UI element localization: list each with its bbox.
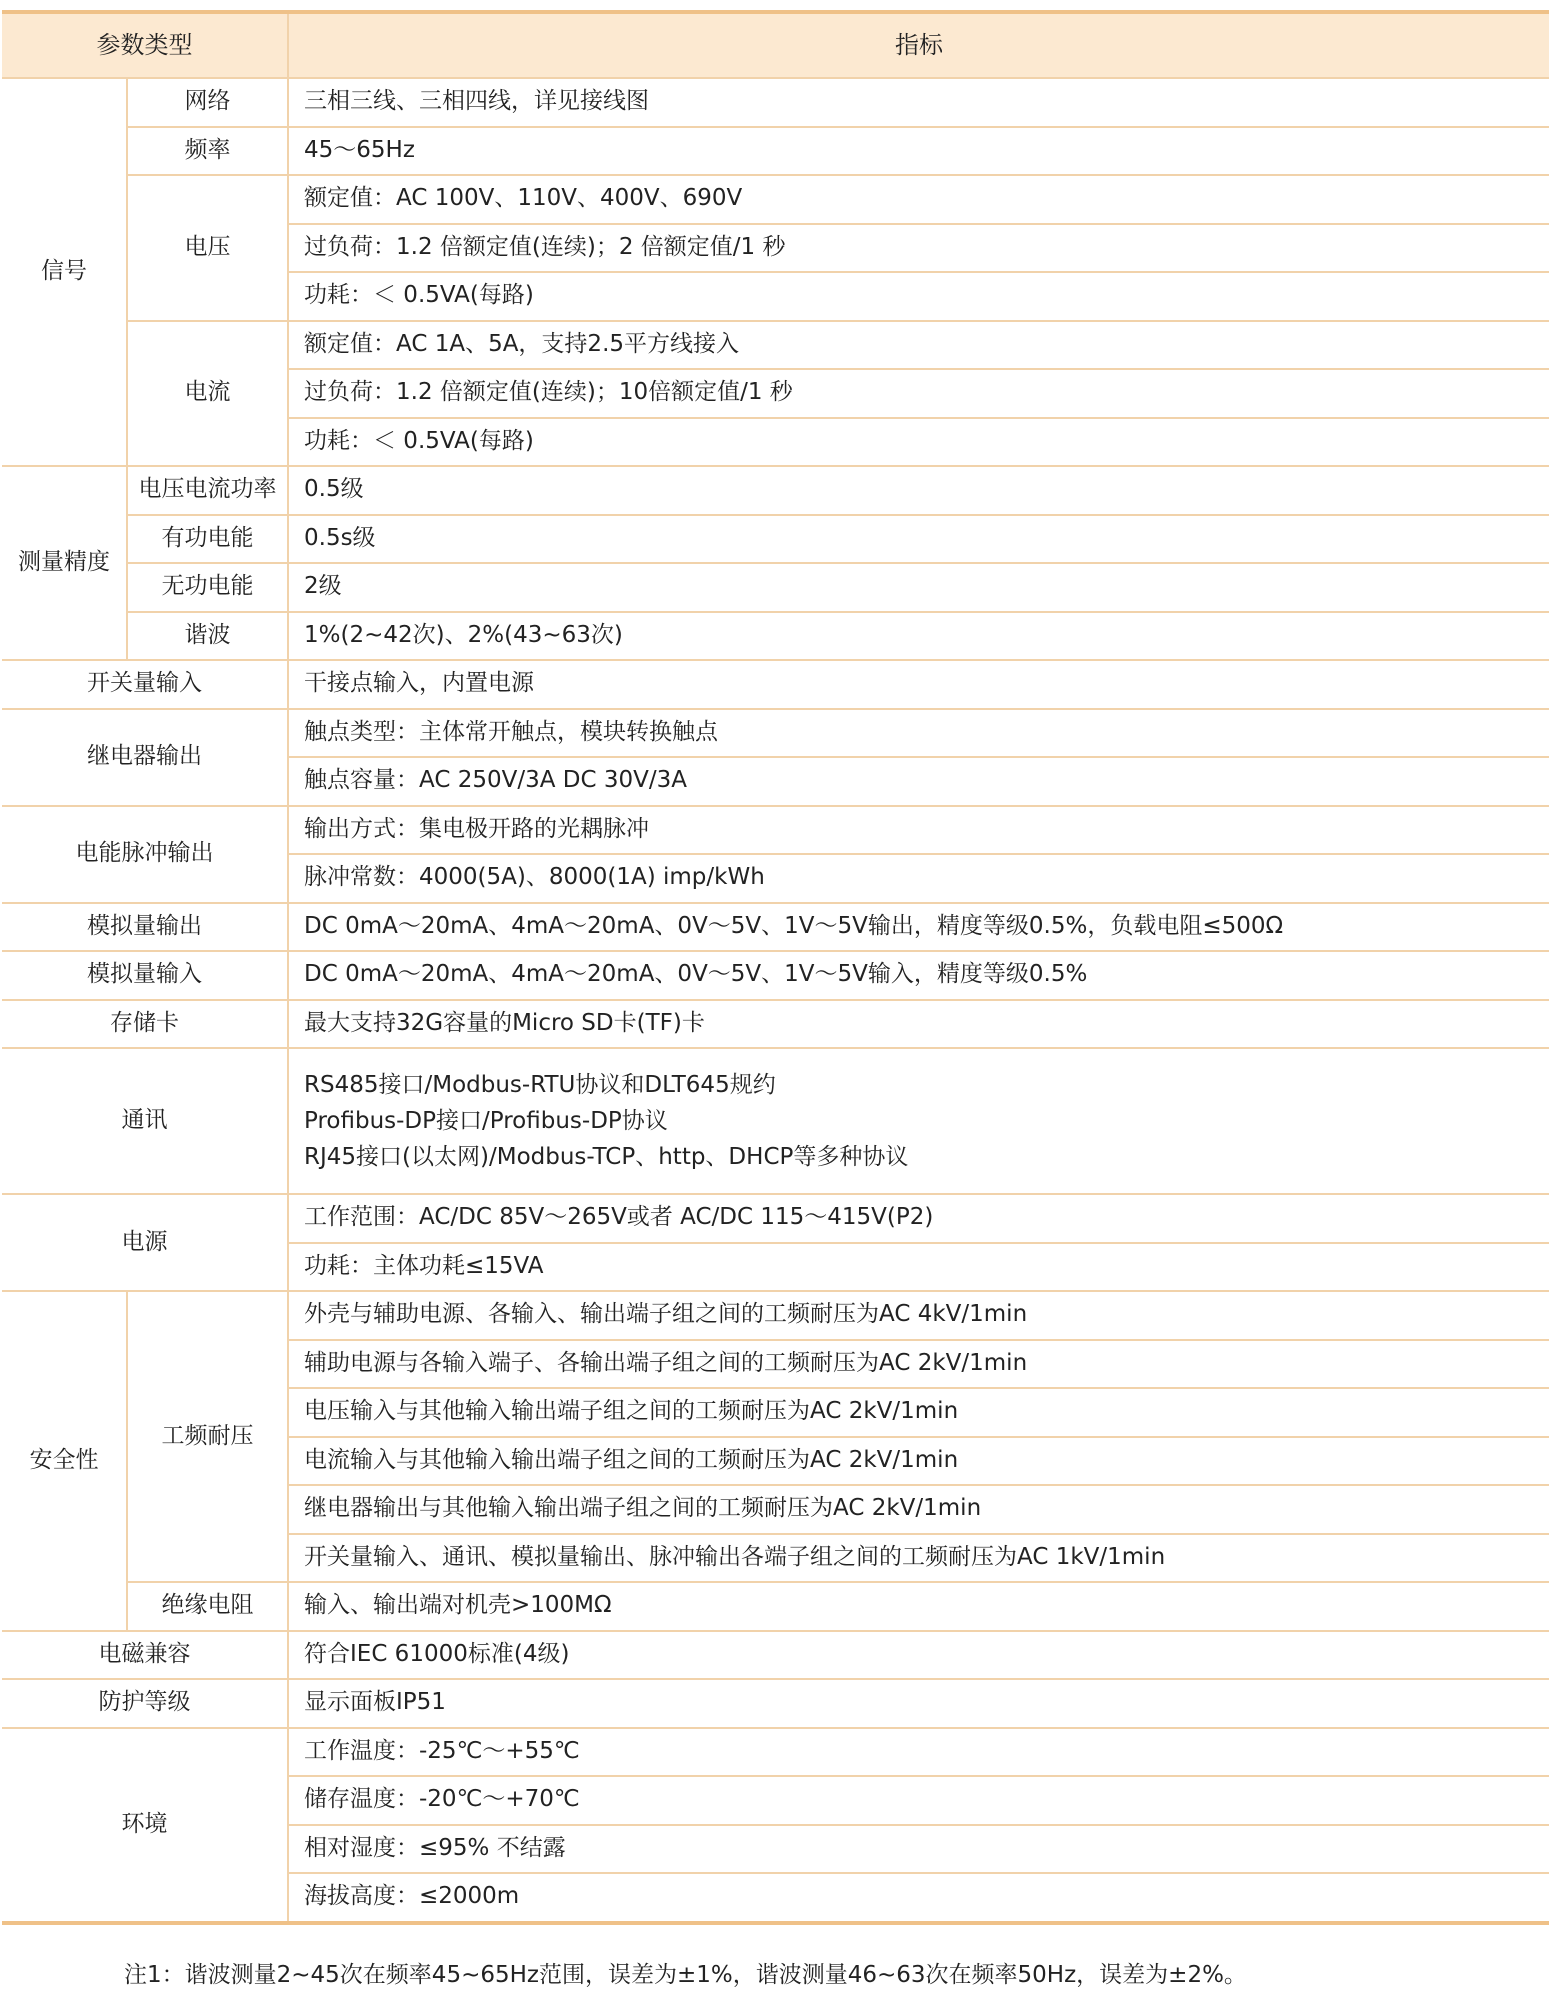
value-comm <box>288 1048 1549 1194</box>
value-reactive-energy: 2级 <box>288 563 1549 612</box>
value-vip: 0.5级 <box>288 466 1549 515</box>
value-operating-temp: 工作温度：-25℃～+55℃ <box>288 1728 1549 1777</box>
value-frequency: 45～65Hz <box>288 127 1549 176</box>
sub-vip: 电压电流功率 <box>127 466 288 515</box>
category-storage: 存储卡 <box>2 1000 288 1049</box>
comm-line-3: RJ45接口(以太网)/Modbus-TCP、http、DHCP等多种协议 <box>304 1144 909 1170</box>
value-altitude: 海拔高度：≤2000m <box>288 1873 1549 1923</box>
comm-line-1: RS485接口/Modbus-RTU协议和DLT645规约 <box>304 1072 776 1098</box>
value-storage: 最大支持32G容量的Micro SD卡(TF)卡 <box>288 1000 1549 1049</box>
table-row <box>2 321 1549 370</box>
value-withstand-3: 电压输入与其他输入输出端子组之间的工频耐压为AC 2kV/1min <box>288 1388 1549 1437</box>
value-voltage-power: 功耗：＜ 0.5VA(每路) <box>288 272 1549 321</box>
table-row <box>2 78 1549 127</box>
value-power-range: 工作范围：AC/DC 85V～265V或者 AC/DC 115～415V(P2) <box>288 1194 1549 1243</box>
category-protection: 防护等级 <box>2 1679 288 1728</box>
table-row <box>2 127 1549 176</box>
table-row <box>2 951 1549 1000</box>
footnote: 注1：谐波测量2~45次在频率45~65Hz范围，误差为±1%，谐波测量46~63次在频率50Hz，误差为±2%。 <box>124 1962 1247 1988</box>
sub-harmonic: 谐波 <box>127 612 288 661</box>
category-safety: 安全性 <box>2 1291 127 1631</box>
value-withstand-5: 继电器输出与其他输入输出端子组之间的工频耐压为AC 2kV/1min <box>288 1485 1549 1534</box>
table-row <box>2 1000 1549 1049</box>
value-pulse-mode: 输出方式：集电极开路的光耦脉冲 <box>288 806 1549 855</box>
table-row <box>2 903 1549 952</box>
value-relay-capacity: 触点容量：AC 250V/3A DC 30V/3A <box>288 757 1549 806</box>
table-row <box>2 1291 1549 1340</box>
table-row <box>2 709 1549 758</box>
value-withstand-2: 辅助电源与各输入端子、各输出端子组之间的工频耐压为AC 2kV/1min <box>288 1340 1549 1389</box>
table-row <box>2 660 1549 709</box>
table-row <box>2 1631 1549 1680</box>
table-row <box>2 175 1549 224</box>
value-switch-input: 干接点输入，内置电源 <box>288 660 1549 709</box>
category-relay-output: 继电器输出 <box>2 709 288 806</box>
table-row <box>2 1679 1549 1728</box>
spec-table <box>2 10 1549 1925</box>
header-spec: 指标 <box>288 12 1549 78</box>
table-row <box>2 806 1549 855</box>
table-row <box>2 1728 1549 1777</box>
sub-withstand: 工频耐压 <box>127 1291 288 1582</box>
value-withstand-4: 电流输入与其他输入输出端子组之间的工频耐压为AC 2kV/1min <box>288 1437 1549 1486</box>
value-power-consumption: 功耗：主体功耗≤15VA <box>288 1243 1549 1292</box>
sub-reactive-energy: 无功电能 <box>127 563 288 612</box>
value-network: 三相三线、三相四线，详见接线图 <box>288 78 1549 127</box>
table-row <box>2 1582 1549 1631</box>
category-signal: 信号 <box>2 78 127 466</box>
category-environment: 环境 <box>2 1728 288 1923</box>
value-harmonic: 1%(2~42次)、2%(43~63次) <box>288 612 1549 661</box>
value-analog-output: DC 0mA～20mA、4mA～20mA、0V～5V、1V～5V输出，精度等级0.5%，负载电阻≤500Ω <box>288 903 1549 952</box>
comm-line-2: Profibus-DP接口/Profibus-DP协议 <box>304 1108 668 1134</box>
value-pulse-constant: 脉冲常数：4000(5A)、8000(1A) imp/kWh <box>288 854 1549 903</box>
table-row <box>2 1194 1549 1243</box>
sub-network: 网络 <box>127 78 288 127</box>
value-current-rated: 额定值：AC 1A、5A，支持2.5平方线接入 <box>288 321 1549 370</box>
category-analog-output: 模拟量输出 <box>2 903 288 952</box>
value-humidity: 相对湿度：≤95% 不结露 <box>288 1825 1549 1874</box>
value-insulation: 输入、输出端对机壳>100MΩ <box>288 1582 1549 1631</box>
value-current-overload: 过负荷：1.2 倍额定值(连续)；10倍额定值/1 秒 <box>288 369 1549 418</box>
sub-voltage: 电压 <box>127 175 288 321</box>
table-row <box>2 563 1549 612</box>
value-storage-temp: 储存温度：-20℃～+70℃ <box>288 1776 1549 1825</box>
value-voltage-rated: 额定值：AC 100V、110V、400V、690V <box>288 175 1549 224</box>
value-current-power: 功耗：＜ 0.5VA(每路) <box>288 418 1549 467</box>
category-analog-input: 模拟量输入 <box>2 951 288 1000</box>
table-row <box>2 515 1549 564</box>
value-withstand-6: 开关量输入、通讯、模拟量输出、脉冲输出各端子组之间的工频耐压为AC 1kV/1min <box>288 1534 1549 1583</box>
value-relay-type: 触点类型：主体常开触点，模块转换触点 <box>288 709 1549 758</box>
value-protection: 显示面板IP51 <box>288 1679 1549 1728</box>
category-comm: 通讯 <box>2 1048 288 1194</box>
category-pulse-output: 电能脉冲输出 <box>2 806 288 903</box>
header-param-type: 参数类型 <box>2 12 288 78</box>
category-emc: 电磁兼容 <box>2 1631 288 1680</box>
value-voltage-overload: 过负荷：1.2 倍额定值(连续)；2 倍额定值/1 秒 <box>288 224 1549 273</box>
category-power-supply: 电源 <box>2 1194 288 1291</box>
value-withstand-1: 外壳与辅助电源、各输入、输出端子组之间的工频耐压为AC 4kV/1min <box>288 1291 1549 1340</box>
sub-active-energy: 有功电能 <box>127 515 288 564</box>
table-header-row <box>2 12 1549 78</box>
sub-frequency: 频率 <box>127 127 288 176</box>
value-active-energy: 0.5s级 <box>288 515 1549 564</box>
category-switch-input: 开关量输入 <box>2 660 288 709</box>
sub-insulation: 绝缘电阻 <box>127 1582 288 1631</box>
value-emc: 符合IEC 61000标准(4级) <box>288 1631 1549 1680</box>
table-row <box>2 1048 1549 1194</box>
table-row <box>2 612 1549 661</box>
sub-current: 电流 <box>127 321 288 467</box>
value-analog-input: DC 0mA～20mA、4mA～20mA、0V～5V、1V～5V输入，精度等级0.5% <box>288 951 1549 1000</box>
table-row <box>2 466 1549 515</box>
category-accuracy: 测量精度 <box>2 466 127 660</box>
